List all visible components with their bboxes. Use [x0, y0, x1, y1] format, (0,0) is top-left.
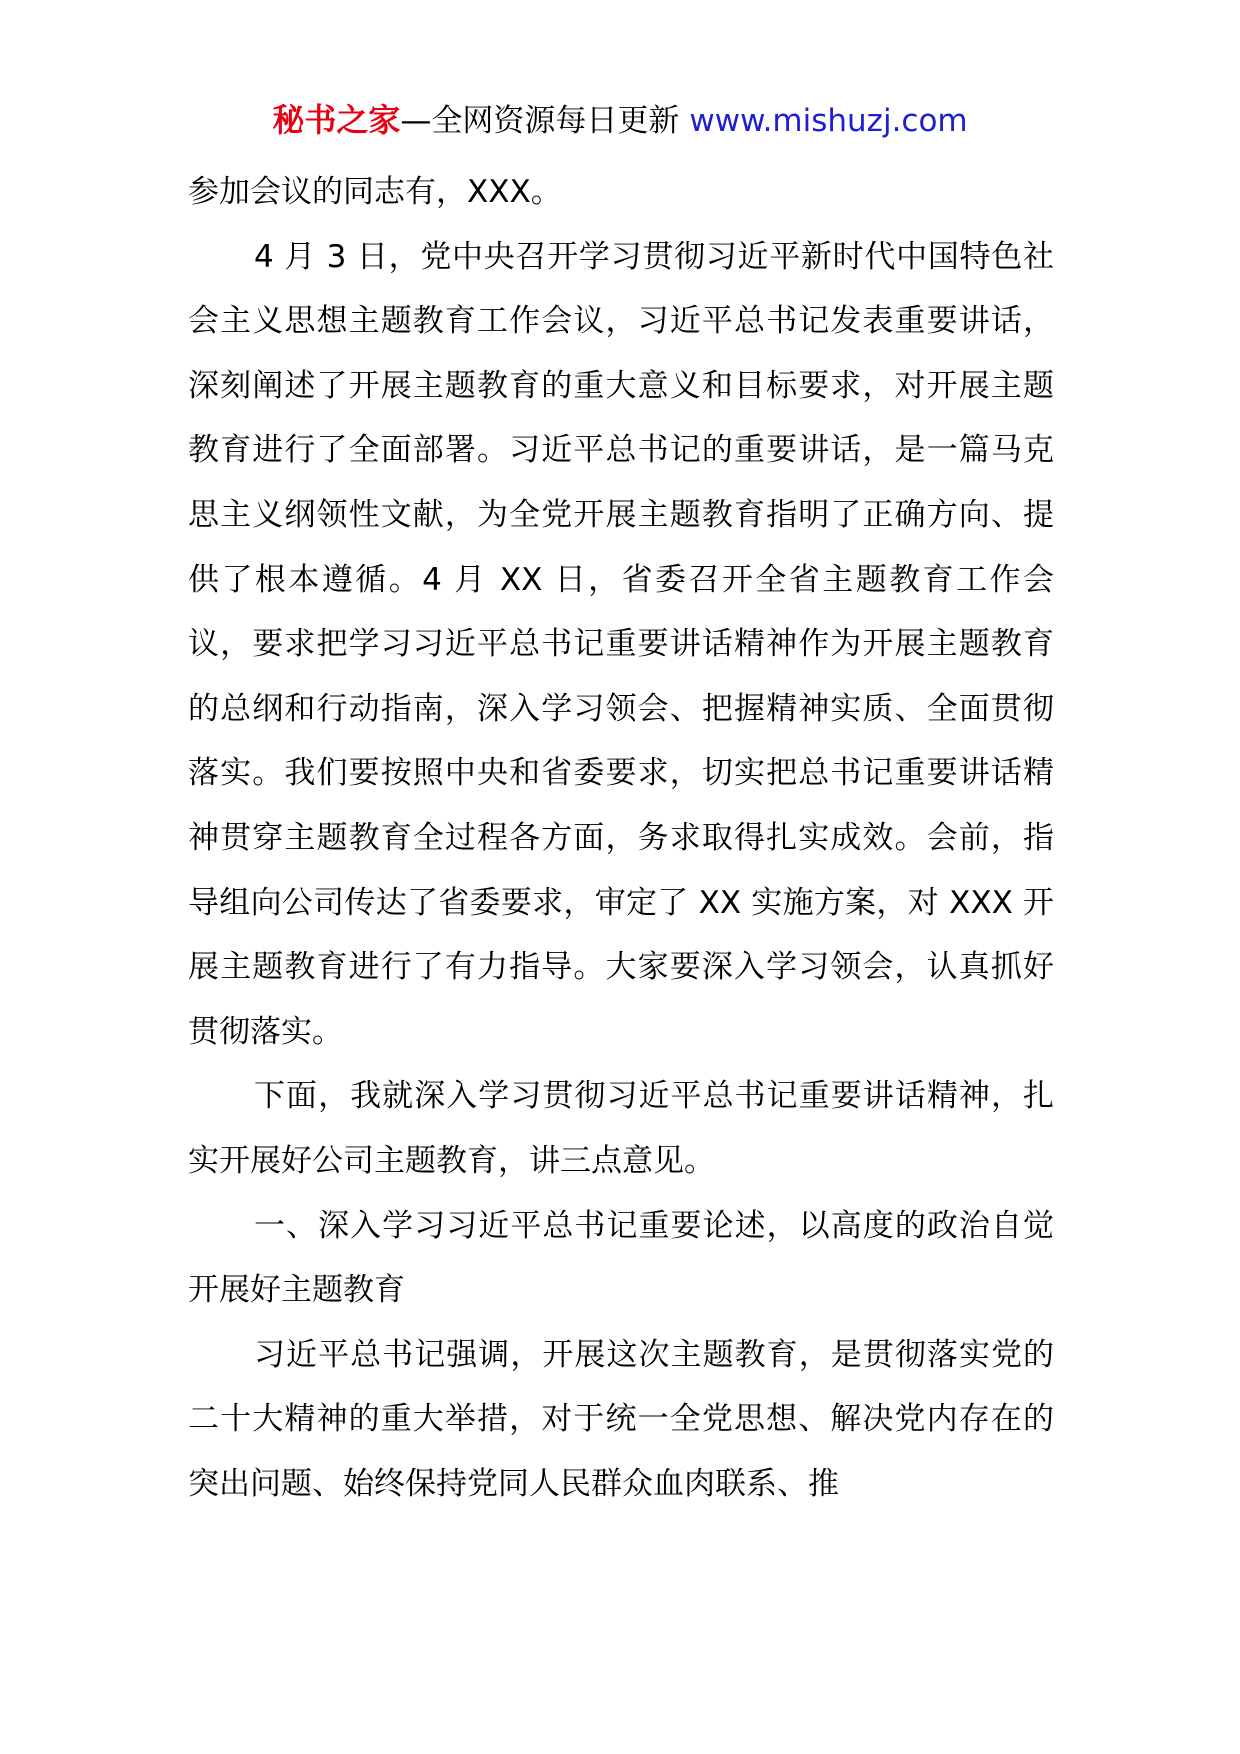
site-url-link[interactable]: www.mishuzj.com — [689, 103, 968, 139]
site-header — [0, 98, 1240, 143]
section-heading-1: 一、深入学习习近平总书记重要论述，以高度的政治自觉开展好主题教育 — [188, 1207, 1054, 1309]
site-brand: 秘书之家 — [272, 101, 401, 139]
paragraph-intro: 下面，我就深入学习贯彻习近平总书记重要讲话精神，扎实开展好公司主题教育，讲三点意见。 — [188, 1078, 1054, 1179]
paragraph-section-1: 习近平总书记强调，开展这次主题教育，是贯彻落实党的二十大精神的重大举措，对于统一全党思想、解决党内存在的突出问题、始终保持党同人民群众血肉联系、推 — [188, 1336, 1054, 1502]
paragraph-background: 4 月 3 日，党中央召开学习贯彻习近平新时代中国特色社会主义思想主题教育工作会议，习近平总书记发表重要讲话，深刻阐述了开展主题教育的重大意义和目标要求，对开展主题教育进行了全面部署。习近平总书记的重要讲话，是一篇马克思主义纲领性文献，为全党开展主题教育指明了正确方向、提供了根本遵循。4 月 XX 日，省委召开全省主题教育工作会议，要求把学习习近平总书记重要讲话精神作为开展主题教育的总纲和行动指南，深入学习领会、把握精神实质、全面贯彻落实。我们要按照中央和省委要求，切实把总书记重要讲话精神贯穿主题教育全过程各方面，务求取得扎实成效。会前，指导组向公司传达了省委要求，审定了 XX 实施方案，对 XXX 开展主题教育进行了有力指导。大家要深入学习领会，认真抓好贯彻落实。 — [188, 238, 1054, 1050]
document-body — [188, 160, 1054, 1516]
paragraph-attendees: 参加会议的同志有，XXX。 — [188, 174, 562, 210]
site-tagline: —全网资源每日更新 — [400, 103, 680, 139]
